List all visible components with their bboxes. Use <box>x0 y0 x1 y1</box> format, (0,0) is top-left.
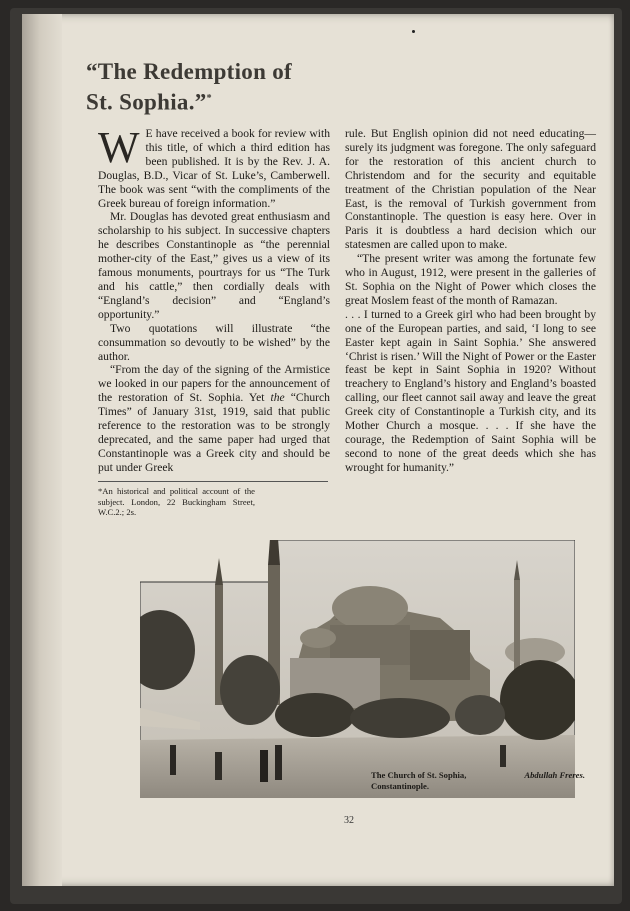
title-line-2: St. Sophia.” <box>86 89 207 115</box>
paragraph-text: “Church Times” of January 31st, 1919, said that public reference to the restoration was to be strongly deprecated, and the same paper had urged that Constantinople was a Greek city and should be put under Greek <box>98 391 330 474</box>
paragraph: . . . I turned to a Greek girl who had been brought by one of the European parties, and said, ‘I long to see Easter kept again in Saint Sophia.’ She answered ‘Christ is risen.’ Will the Night of Power or the Easter feast be kept in Saint Sophia in 1920? Without treachery to England’s history and England’s boasted calling, our fleet cannot sail away and leave the great Greek city of Constantinople a Turkish city, and its Mother Church a mosque. . . . If she have the courage, the Redemption of Saint Sophia will be second to none of the great deeds which she has wrought for humanity.” <box>345 307 596 474</box>
title-line-1: “The Redemption of <box>86 59 293 84</box>
paragraph <box>98 363 330 474</box>
title-footnote-marker: * <box>206 93 212 104</box>
paragraph: “The present writer was among the fortunate few who in August, 1912, were present in the galleries of St. Sophia on the Night of Power which closes the great Moslem feast of the month of Ramazan. <box>345 252 596 307</box>
paragraph-text: E have received a book for review with this title, of which a third edition has been published. It is by the Rev. J. A. Douglas, B.D., Vicar of St. Luke’s, Camberwell. The book was sent “with the compliments of the Greek bureau of foreign information.” <box>98 127 330 210</box>
photo-caption: The Church of St. Sophia, Constantinople. <box>371 770 467 791</box>
paragraph: rule. But English opinion did not need educating—surely its judgment was foregone. The only safeguard for the restoration of this ancient church to Christendom and for the security and equitable treatment of the Christian population of the Near East, is the removal of Turkish government from Constantinople. The question is easy here. Over in Paris it is doubtless a hard decision which our statesmen are called upon to make. <box>345 127 596 252</box>
hagia-sophia-photo <box>140 540 575 798</box>
paragraph-text: “From the day of the signing of the Armistice we looked in our papers for the announcement of the restoration of St. Sophia. Yet <box>98 363 330 405</box>
footnote: *An historical and political account of the subject. London, 22 Buckingham Street, W.C.2.; 2s. <box>98 486 255 517</box>
text-column-left <box>98 123 330 475</box>
paragraph: Mr. Douglas has devoted great enthusiasm and scholarship to his subject. In successive chapters he describes Constantinople as “the perennial mother-city of the East,” gives us a view of its famous monuments, pourtrays for us “The Turk and his cattle,” then cordially deals with “England’s decision” and “England’s opportunity.” <box>98 210 330 321</box>
page-gutter <box>22 14 62 886</box>
emphasis: the <box>270 391 285 405</box>
paragraph: Two quotations will illustrate “the consummation so devoutly to be wished” by the author. <box>98 321 330 363</box>
page-number: 32 <box>344 815 354 826</box>
photo-credit: Abdullah Freres. <box>524 770 585 780</box>
text-column-right <box>345 127 596 475</box>
footnote-rule <box>98 481 328 482</box>
article-title <box>86 58 356 116</box>
ink-speck <box>412 30 415 33</box>
drop-cap: W <box>98 123 140 172</box>
photo-caption-block <box>371 770 585 791</box>
paragraph <box>98 123 330 210</box>
